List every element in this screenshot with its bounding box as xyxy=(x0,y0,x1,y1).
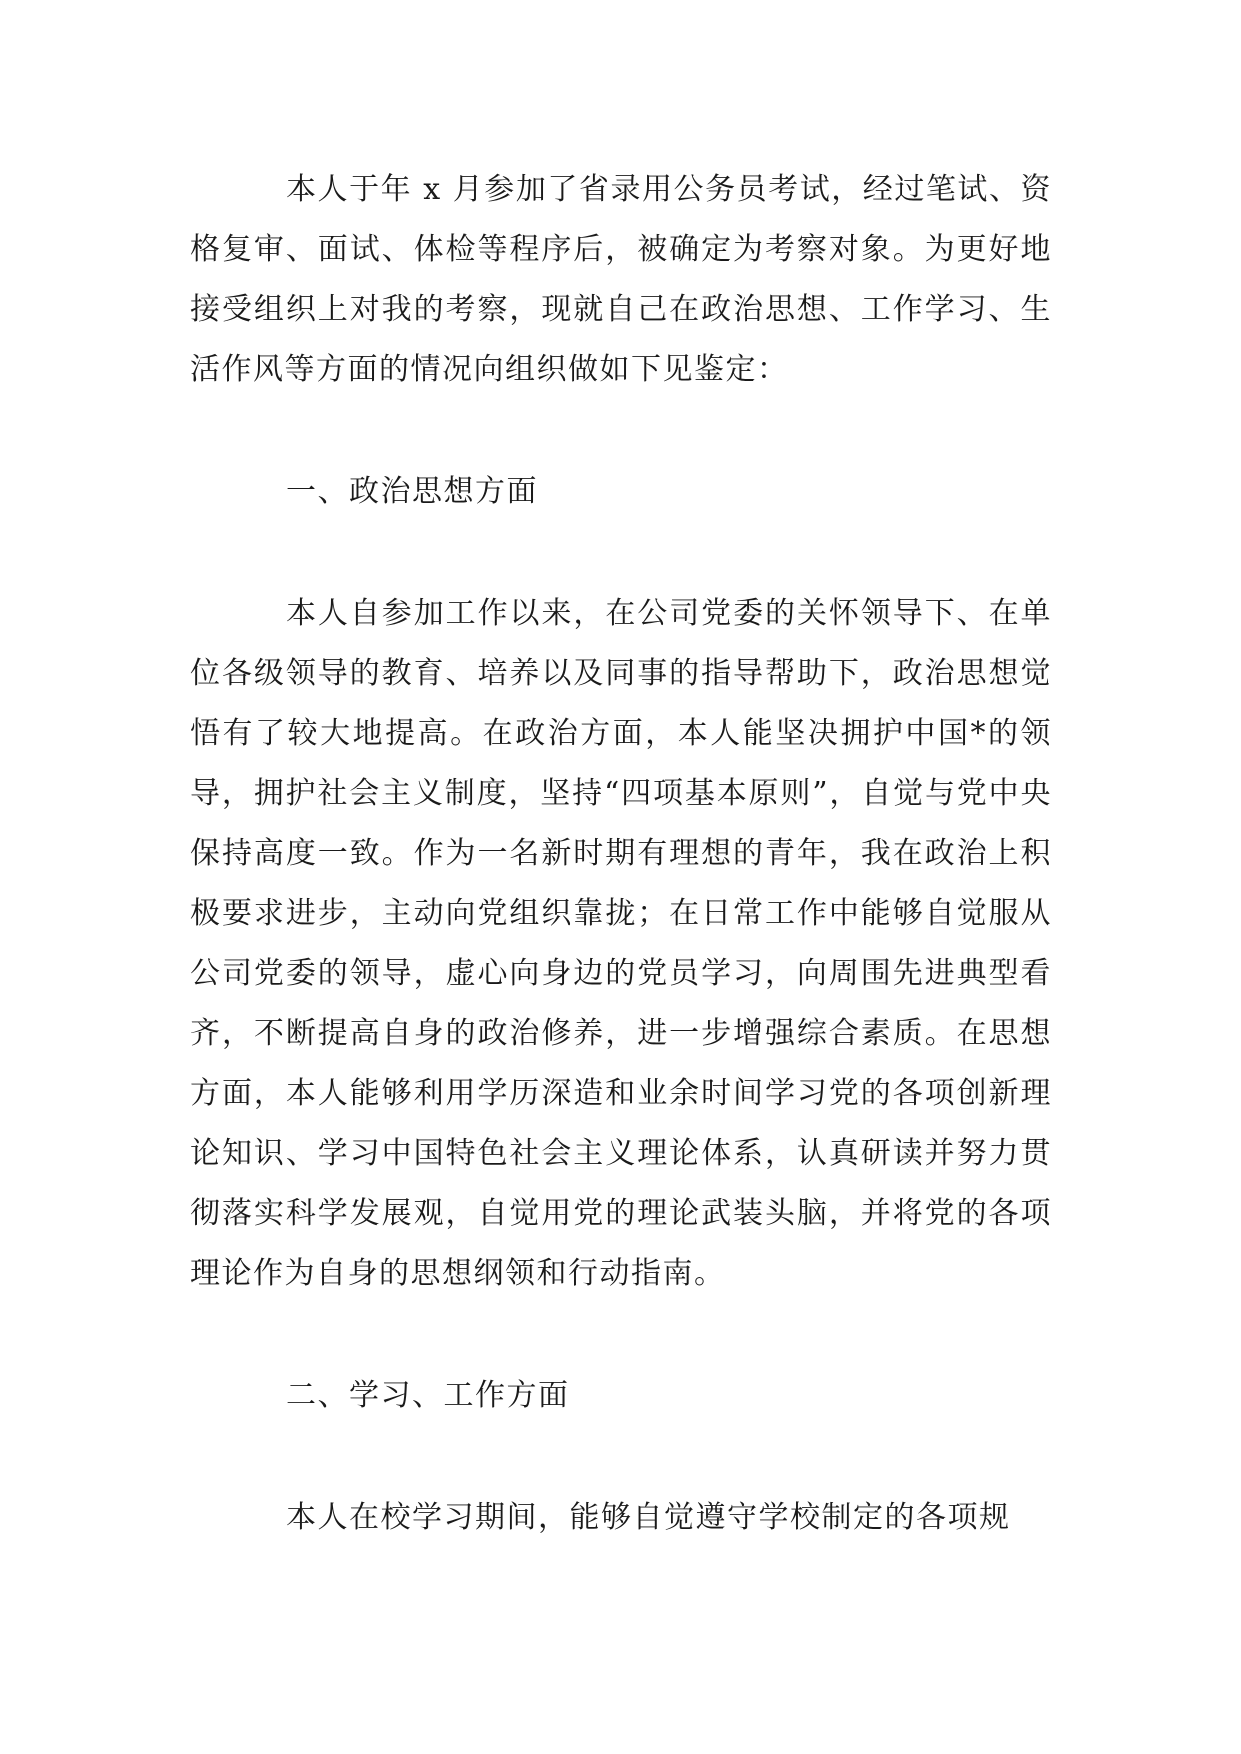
spacer xyxy=(190,1426,1052,1488)
intro-paragraph: 本人于年 x 月参加了省录用公务员考试，经过笔试、资格复审、面试、体检等程序后，被确定为考察对象。为更好地接受组织上对我的考察，现就自己在政治思想、工作学习、生活作风等方面的情况向组织做如下见鉴定： xyxy=(190,172,1052,387)
document-body xyxy=(190,160,1052,1548)
spacer xyxy=(190,522,1052,584)
section-body-study-work: 本人在校学习期间，能够自觉遵守学校制定的各项规 xyxy=(286,1500,1011,1535)
section-body-political: 本人自参加工作以来，在公司党委的关怀领导下、在单位各级领导的教育、培养以及同事的指导帮助下，政治思想觉悟有了较大地提高。在政治方面，本人能坚决拥护中国*的领导，拥护社会主义制度，坚持“四项基本原则”，自觉与党中央保持高度一致。作为一名新时期有理想的青年，我在政治上积极要求进步，主动向党组织靠拢；在日常工作中能够自觉服从公司党委的领导，虚心向身边的党员学习，向周围先进典型看齐，不断提高自身的政治修养，进一步增强综合素质。在思想方面，本人能够利用学历深造和业余时间学习党的各项创新理论知识、学习中国特色社会主义理论体系，认真研读并努力贯彻落实科学发展观，自觉用党的理论武装头脑，并将党的各项理论作为自身的思想纲领和行动指南。 xyxy=(190,596,1052,1291)
spacer xyxy=(190,1304,1052,1366)
section-heading-political: 一、政治思想方面 xyxy=(286,474,538,509)
spacer xyxy=(190,400,1052,462)
section-heading-study-work: 二、学习、工作方面 xyxy=(286,1378,570,1413)
